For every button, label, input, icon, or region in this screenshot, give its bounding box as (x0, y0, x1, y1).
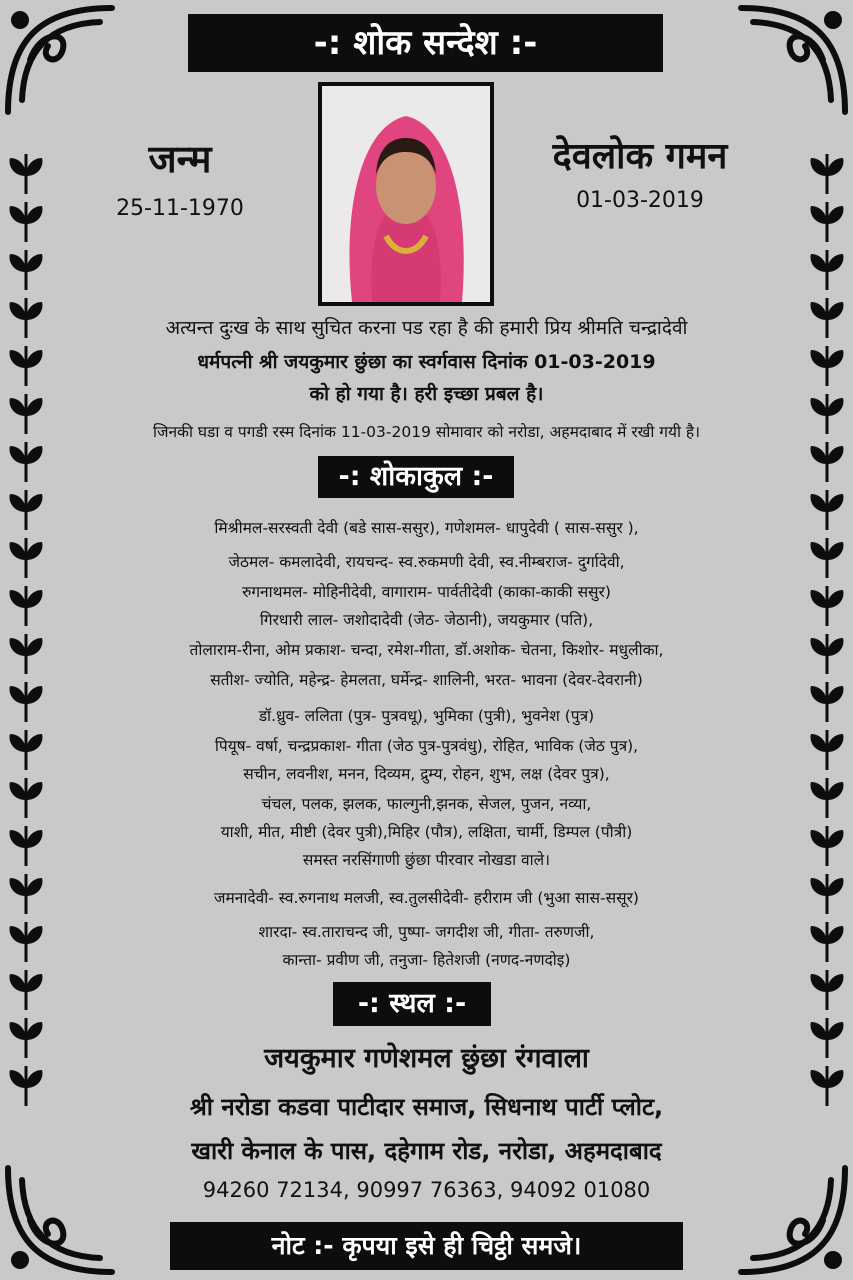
portrait-photo (318, 82, 494, 306)
mourner-line: रुगनाथमल- मोहिनीदेवी, वागाराम- पार्वतीदेवी (काका-काकी ससुर) (242, 583, 611, 601)
mourner-line: चंचल, पलक, झलक, फाल्गुनी,झनक, सेजल, पुजन, नव्या, (261, 795, 592, 813)
contact-phones: 94260 72134, 90997 76363, 94092 01080 (202, 1178, 651, 1202)
ornament-corner-top-right-icon (733, 0, 853, 120)
mourner-line: मिश्रीमल-सरस्वती देवी (बडे सास-ससुर), गणेशमल- धापुदेवी ( सास-ससुर ), (214, 519, 639, 537)
announcement-line-4: जिनकी घडा व पगडी रस्म दिनांक 11-03-2019 सोमावार को नरोडा, अहमदाबाद में रखी गयी है। (152, 423, 701, 441)
death-date: 01-03-2019 (576, 188, 704, 213)
venue-address-line-1: श्री नरोडा कडवा पाटीदार समाज, सिधनाथ पार्टी प्लोट, (189, 1093, 664, 1121)
announcement-line-1: अत्यन्त दुःख के साथ सुचित करना पड रहा है की हमारी प्रिय श्रीमति चन्द्रादेवी (165, 317, 688, 339)
mourner-line: जमनादेवी- स्व.रुगनाथ मलजी, स्व.तुलसीदेवी- हरीराम जी (भुआ सास-ससूर) (214, 889, 639, 907)
mourner-line: सचीन, लवनीश, मनन, दिव्यम, द्रुम्य, रोहन, शुभ, लक्ष (देवर पुत्र), (243, 765, 610, 783)
mourner-line: याशी, मीत, मीष्टी (देवर पुत्री),मिहिर (पौत्र), लक्षिता, चार्मी, डिम्पल (पौत्री) (220, 823, 633, 841)
portrait-image (322, 86, 490, 302)
ornament-corner-top-left-icon (0, 0, 120, 120)
page-title: -: शोक सन्देश :- (188, 14, 663, 72)
mourner-line: पियूष- वर्षा, चन्द्रप्रकाश- गीता (जेठ पुत्र-पुत्रवंधु), रोहित, भाविक (जेठ पुत्र), (214, 737, 639, 755)
birth-label: जन्म (148, 137, 212, 181)
death-label: देवलोक गमन (552, 136, 728, 177)
mourner-line: कान्ता- प्रवीण जी, तनुजा- हितेशजी (नणद-नणदोइ) (282, 951, 571, 969)
mourner-line: तोलाराम-रीना, ओम प्रकाश- चन्दा, रमेश-गीता, डॉ.अशोक- चेतना, किशोर- मधुलीका, (189, 641, 664, 659)
birth-date: 25-11-1970 (116, 196, 244, 221)
footer-note: नोट :- कृपया इसे ही चिट्ठी समजे। (170, 1222, 683, 1270)
venue-name: जयकुमार गणेशमल छुंछा रंगवाला (264, 1043, 589, 1074)
mourner-line: शारदा- स्व.ताराचन्द जी, पुष्पा- जगदीश जी, गीता- तरुणजी, (258, 923, 595, 941)
venue-title: -: स्थल :- (333, 982, 491, 1026)
mourner-line: जेठमल- कमलादेवी, रायचन्द- स्व.रुकमणी देवी, स्व.नीम्बराज- दुर्गादेवी, (228, 553, 625, 571)
mourner-line: सतीश- ज्योति, महेन्द्र- हेमलता, घर्मेन्द्र- शालिनी, भरत- भावना (देवर-देवरानी) (210, 671, 643, 689)
mourner-line: डॉ.ध्रुव- ललिता (पुत्र- पुत्रवधू), भुमिका (पुत्री), भुवनेश (पुत्र) (258, 707, 595, 725)
mourners-title: -: शोकाकुल :- (318, 456, 514, 498)
announcement-line-3: को हो गया है। हरी इच्छा प्रबल है। (309, 383, 544, 405)
announcement-line-2: धर्मपत्नी श्री जयकुमार छुंछा का स्वर्गवास दिनांक 01-03-2019 (197, 351, 656, 373)
mourner-line: गिरधारी लाल- जशोदादेवी (जेठ- जेठानी), जयकुमार (पति), (259, 611, 594, 629)
venue-address-line-2: खारी केनाल के पास, दहेगाम रोड, नरोडा, अहमदाबाद (191, 1137, 662, 1165)
mourner-line: समस्त नरसिंगाणी छुंछा पीरवार नोखडा वाले। (302, 851, 551, 869)
